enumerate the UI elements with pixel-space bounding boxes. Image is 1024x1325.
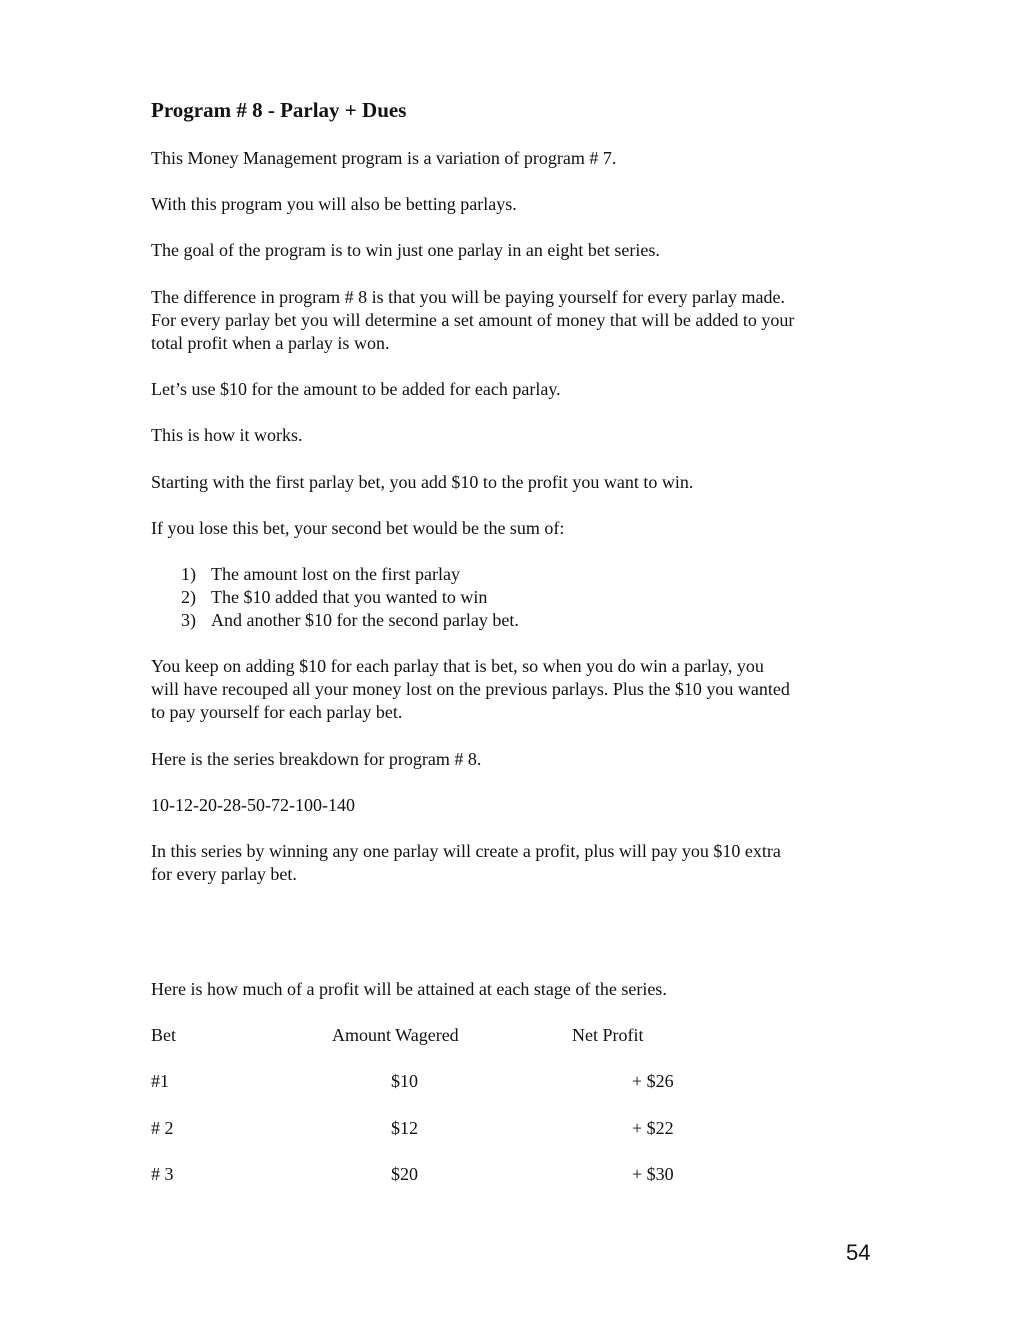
cell-bet: # 2: [151, 1118, 174, 1138]
table-row: [151, 1163, 711, 1186]
list-item: [181, 609, 519, 632]
cell-amount: $12: [391, 1118, 418, 1138]
list-item: [181, 563, 519, 586]
paragraph-line: For every parlay bet you will determine a set amount of money that will be added to your: [151, 310, 795, 330]
paragraph-line: total profit when a parlay is won.: [151, 333, 390, 353]
paragraph-amount: Let’s use $10 for the amount to be added for each parlay.: [151, 379, 561, 399]
paragraph-line: will have recouped all your money lost on the previous parlays. Plus the $10 you wanted: [151, 679, 790, 699]
paragraph-series-profit: [151, 840, 881, 886]
cell-bet: # 3: [151, 1164, 174, 1184]
paragraph-first-bet: Starting with the first parlay bet, you add $10 to the profit you want to win.: [151, 472, 694, 492]
cell-amount: $10: [391, 1071, 418, 1091]
paragraph-series-intro: Here is the series breakdown for program # 8.: [151, 749, 482, 769]
table-header-row: [151, 1024, 711, 1047]
page-number: 54: [846, 1240, 871, 1265]
paragraph-second-bet: If you lose this bet, your second bet would be the sum of:: [151, 518, 565, 538]
series-values: 10-12-20-28-50-72-100-140: [151, 795, 355, 815]
table-row: [151, 1117, 711, 1140]
cell-profit: + $26: [632, 1071, 674, 1091]
cell-profit: + $22: [632, 1118, 674, 1138]
list-number: 2): [181, 587, 196, 607]
paragraph-line: The difference in program # 8 is that you will be paying yourself for every parlay made.: [151, 287, 785, 307]
paragraph-how-it-works: This is how it works.: [151, 425, 303, 445]
paragraph-goal: The goal of the program is to win just one parlay in an eight bet series.: [151, 240, 660, 260]
cell-profit: + $30: [632, 1164, 674, 1184]
paragraph-intro: This Money Management program is a variation of program # 7.: [151, 148, 617, 168]
header-net-profit: Net Profit: [572, 1025, 644, 1045]
list-text: The amount lost on the first parlay: [211, 564, 460, 584]
paragraph-line: to pay yourself for each parlay bet.: [151, 702, 403, 722]
paragraph-betting-parlays: With this program you will also be betting parlays.: [151, 194, 517, 214]
paragraph-difference: [151, 286, 881, 355]
list-number: 1): [181, 564, 196, 584]
page-title: Program # 8 - Parlay + Dues: [151, 98, 407, 122]
paragraph-keep-adding: [151, 655, 881, 724]
list-text: The $10 added that you wanted to win: [211, 587, 488, 607]
paragraph-line: In this series by winning any one parlay will create a profit, plus will pay you $10 extra: [151, 841, 781, 861]
paragraph-line: for every parlay bet.: [151, 864, 297, 884]
list-item: [181, 586, 519, 609]
list-text: And another $10 for the second parlay bet.: [211, 610, 519, 630]
cell-bet: #1: [151, 1071, 169, 1091]
list-number: 3): [181, 610, 196, 630]
table-row: [151, 1070, 711, 1093]
cell-amount: $20: [391, 1164, 418, 1184]
header-amount-wagered: Amount Wagered: [332, 1025, 459, 1045]
paragraph-line: You keep on adding $10 for each parlay that is bet, so when you do win a parlay, you: [151, 656, 764, 676]
header-bet: Bet: [151, 1025, 176, 1045]
paragraph-profit-table-intro: Here is how much of a profit will be attained at each stage of the series.: [151, 979, 667, 999]
numbered-list: [181, 563, 519, 632]
